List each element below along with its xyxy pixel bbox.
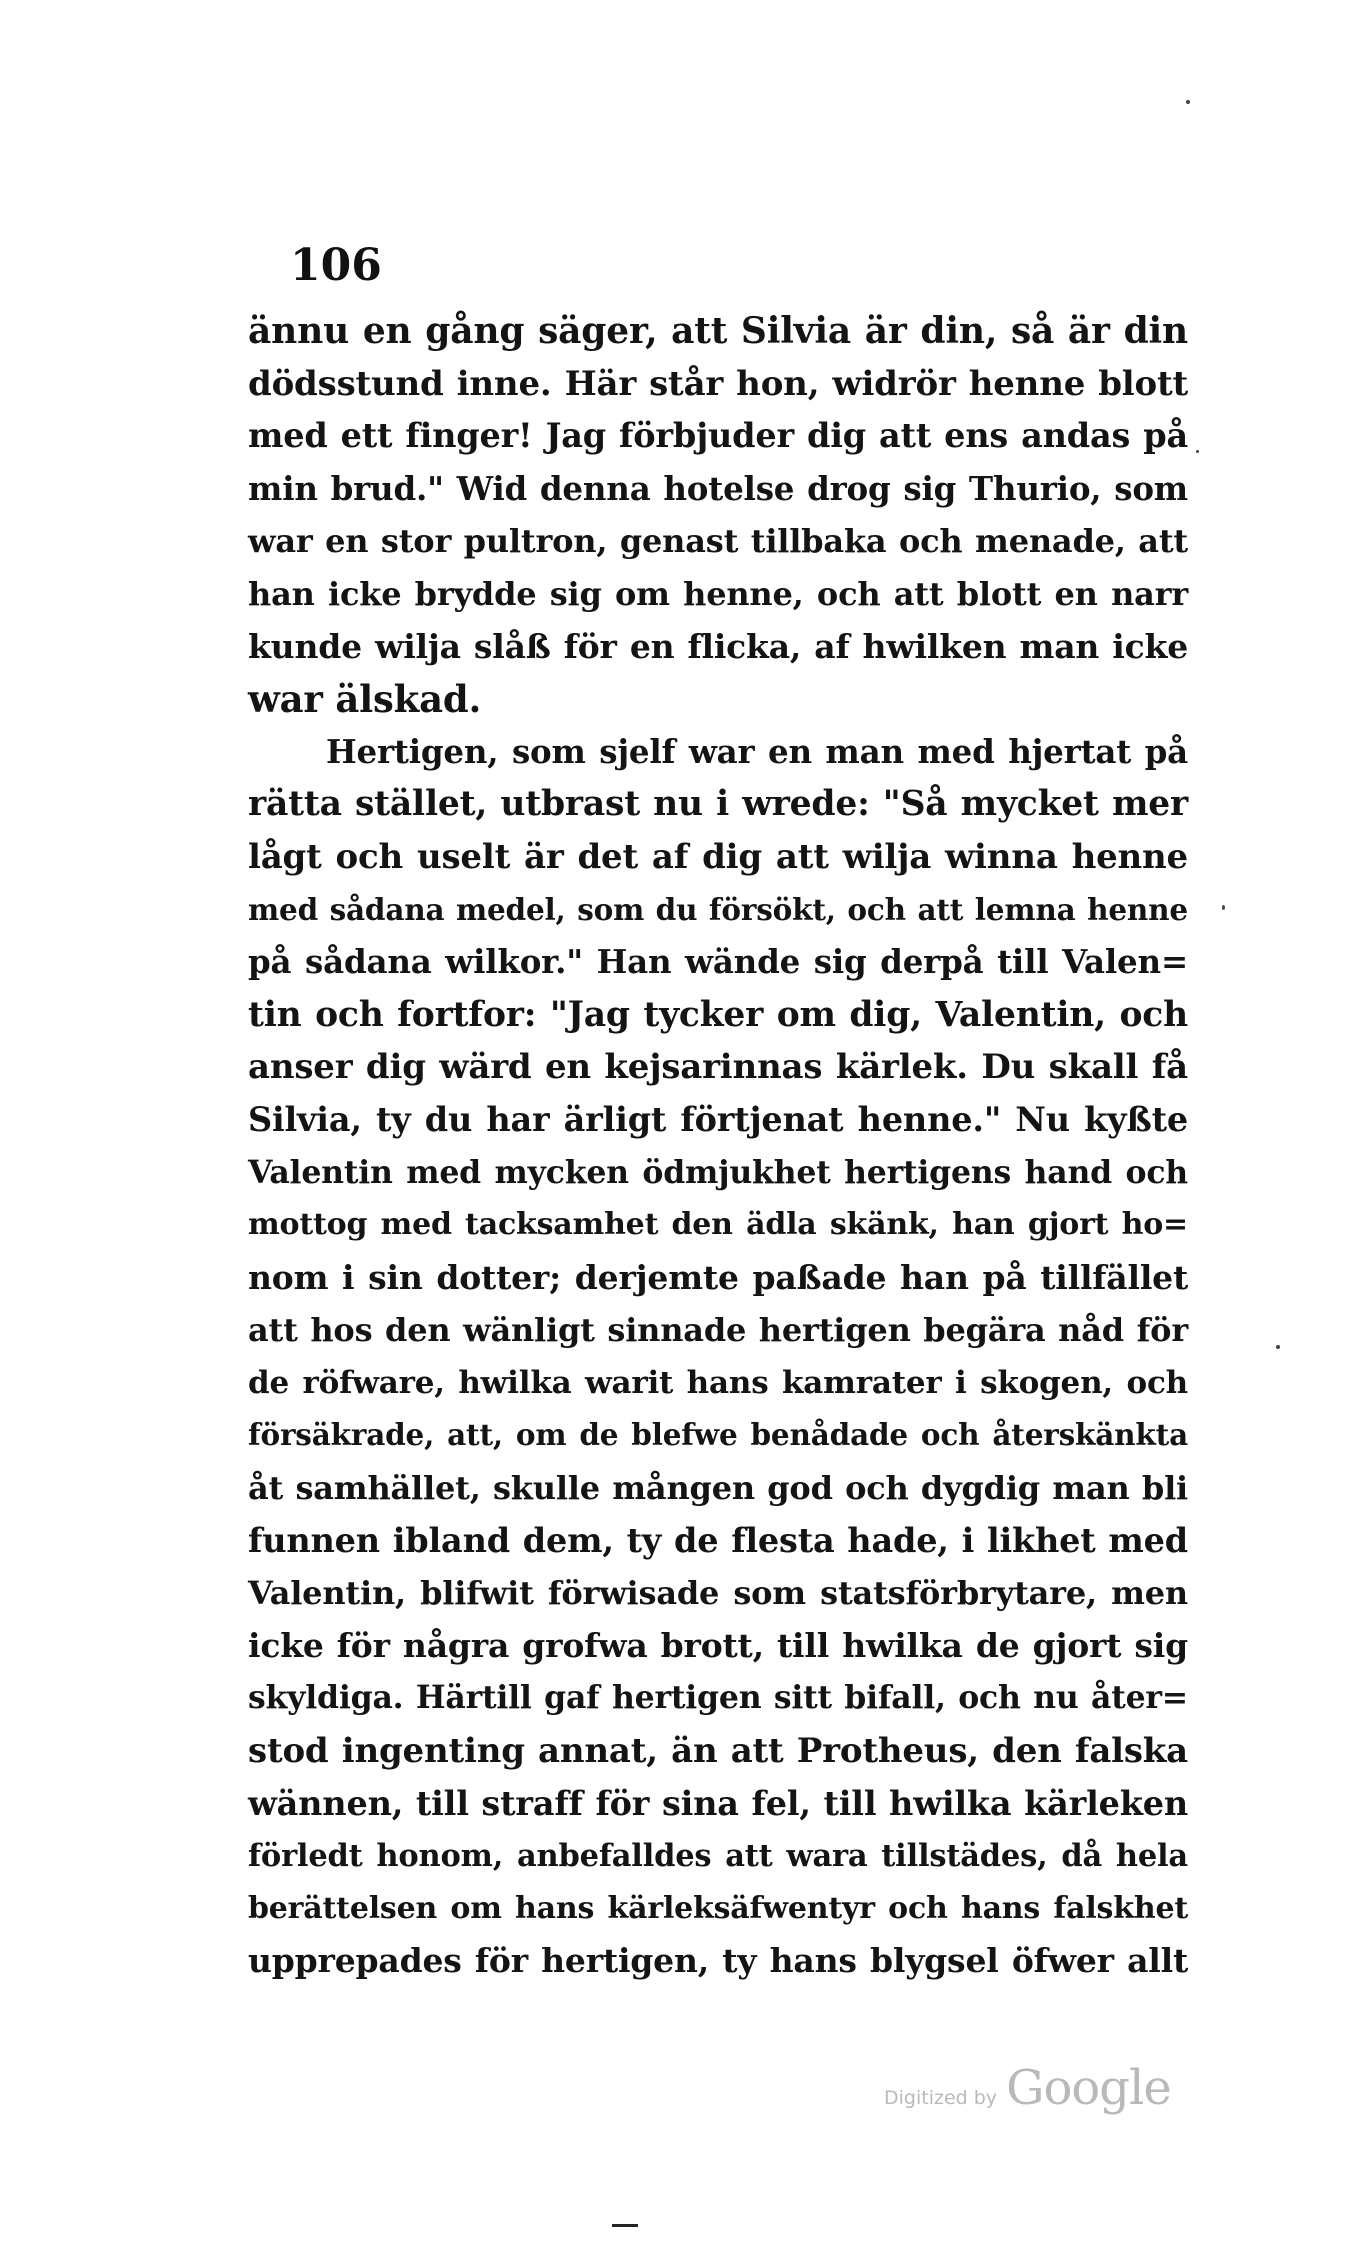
bottom-mark bbox=[612, 2224, 638, 2227]
page-number: 106 bbox=[290, 240, 382, 291]
watermark-prefix: Digitized by bbox=[884, 2087, 998, 2109]
text-line: förledt honom, anbefalldes att wara tillstädes, då hela bbox=[248, 1838, 1188, 1875]
text-line: stod ingenting annat, än att Protheus, den falska bbox=[248, 1731, 1188, 1772]
text-line: Valentin, blifwit förwisade som statsförbrytare, men bbox=[248, 1574, 1188, 1613]
text-line: lågt och uselt är det af dig att wilja winna henne bbox=[248, 836, 1188, 877]
text-line: icke för några grofwa brott, till hwilka de gjort sig bbox=[248, 1625, 1188, 1665]
text-line: med sådana medel, som du försökt, och att lemna henne bbox=[248, 891, 1188, 927]
scan-speck bbox=[1186, 100, 1190, 104]
text-line: Hertigen, som sjelf war en man med hjertat på bbox=[326, 731, 1188, 771]
text-line: åt samhället, skulle mången god och dygdig man bli bbox=[248, 1469, 1188, 1508]
text-line: kunde wilja slåß för en flicka, af hwilken man icke bbox=[248, 626, 1188, 666]
text-line: berättelsen om hans kärleksäfwentyr och hans falskhet bbox=[248, 1890, 1188, 1926]
digitized-by-google-watermark bbox=[884, 2060, 1171, 2116]
text-line: mottog med tacksamhet den ädla skänk, han gjort ho= bbox=[248, 1207, 1188, 1243]
text-line: nom i sin dotter; derjemte paßade han på tillfället bbox=[248, 1257, 1188, 1297]
text-line: ännu en gång säger, att Silvia är din, så är din bbox=[248, 310, 1188, 352]
watermark-brand: Google bbox=[1006, 2060, 1171, 2116]
text-line: Silvia, ty du har ärligt förtjenat henne." Nu kyßte bbox=[248, 1099, 1188, 1139]
text-line: funnen ibland dem, ty de flesta hade, i likhet med bbox=[248, 1520, 1188, 1560]
scan-speck bbox=[1276, 1345, 1280, 1349]
scan-speck bbox=[1196, 450, 1199, 453]
text-line: han icke brydde sig om henne, och att blott en narr bbox=[248, 574, 1188, 613]
scan-speck bbox=[1222, 905, 1225, 910]
text-line: tin och fortfor: "Jag tycker om dig, Valentin, och bbox=[248, 994, 1188, 1035]
text-line: upprepades för hertigen, ty hans blygsel öfwer allt bbox=[248, 1941, 1188, 1981]
text-line: Valentin med mycken ödmjukhet hertigens hand och bbox=[248, 1153, 1188, 1191]
text-line: wännen, till straff för sina fel, till hwilka kärleken bbox=[248, 1783, 1188, 1823]
text-line: anser dig wärd en kejsarinnas kärlek. Du skall få bbox=[248, 1047, 1188, 1088]
text-line: war en stor pultron, genast tillbaka och menade, att bbox=[248, 522, 1188, 561]
text-line: dödsstund inne. Här står hon, widrör henne blott bbox=[248, 363, 1188, 404]
text-line: min brud." Wid denna hotelse drog sig Thurio, som bbox=[248, 468, 1188, 508]
text-line: med ett finger! Jag förbjuder dig att ens andas på bbox=[248, 416, 1188, 456]
text-line: på sådana wilkor." Han wände sig derpå till Valen= bbox=[248, 942, 1188, 982]
text-line: att hos den wänligt sinnade hertigen begära nåd för bbox=[248, 1311, 1188, 1350]
body-text bbox=[248, 305, 1188, 1988]
text-line: rätta stället, utbrast nu i wrede: "Så mycket mer bbox=[248, 784, 1188, 825]
text-line: war älskad. bbox=[248, 677, 482, 722]
text-line: skyldiga. Härtill gaf hertigen sitt bifall, och nu åter= bbox=[248, 1679, 1188, 1717]
text-line: försäkrade, att, om de blefwe benådade och återskänkta bbox=[248, 1417, 1188, 1453]
text-line: de röfware, hwilka warit hans kamrater i skogen, och bbox=[248, 1364, 1188, 1401]
